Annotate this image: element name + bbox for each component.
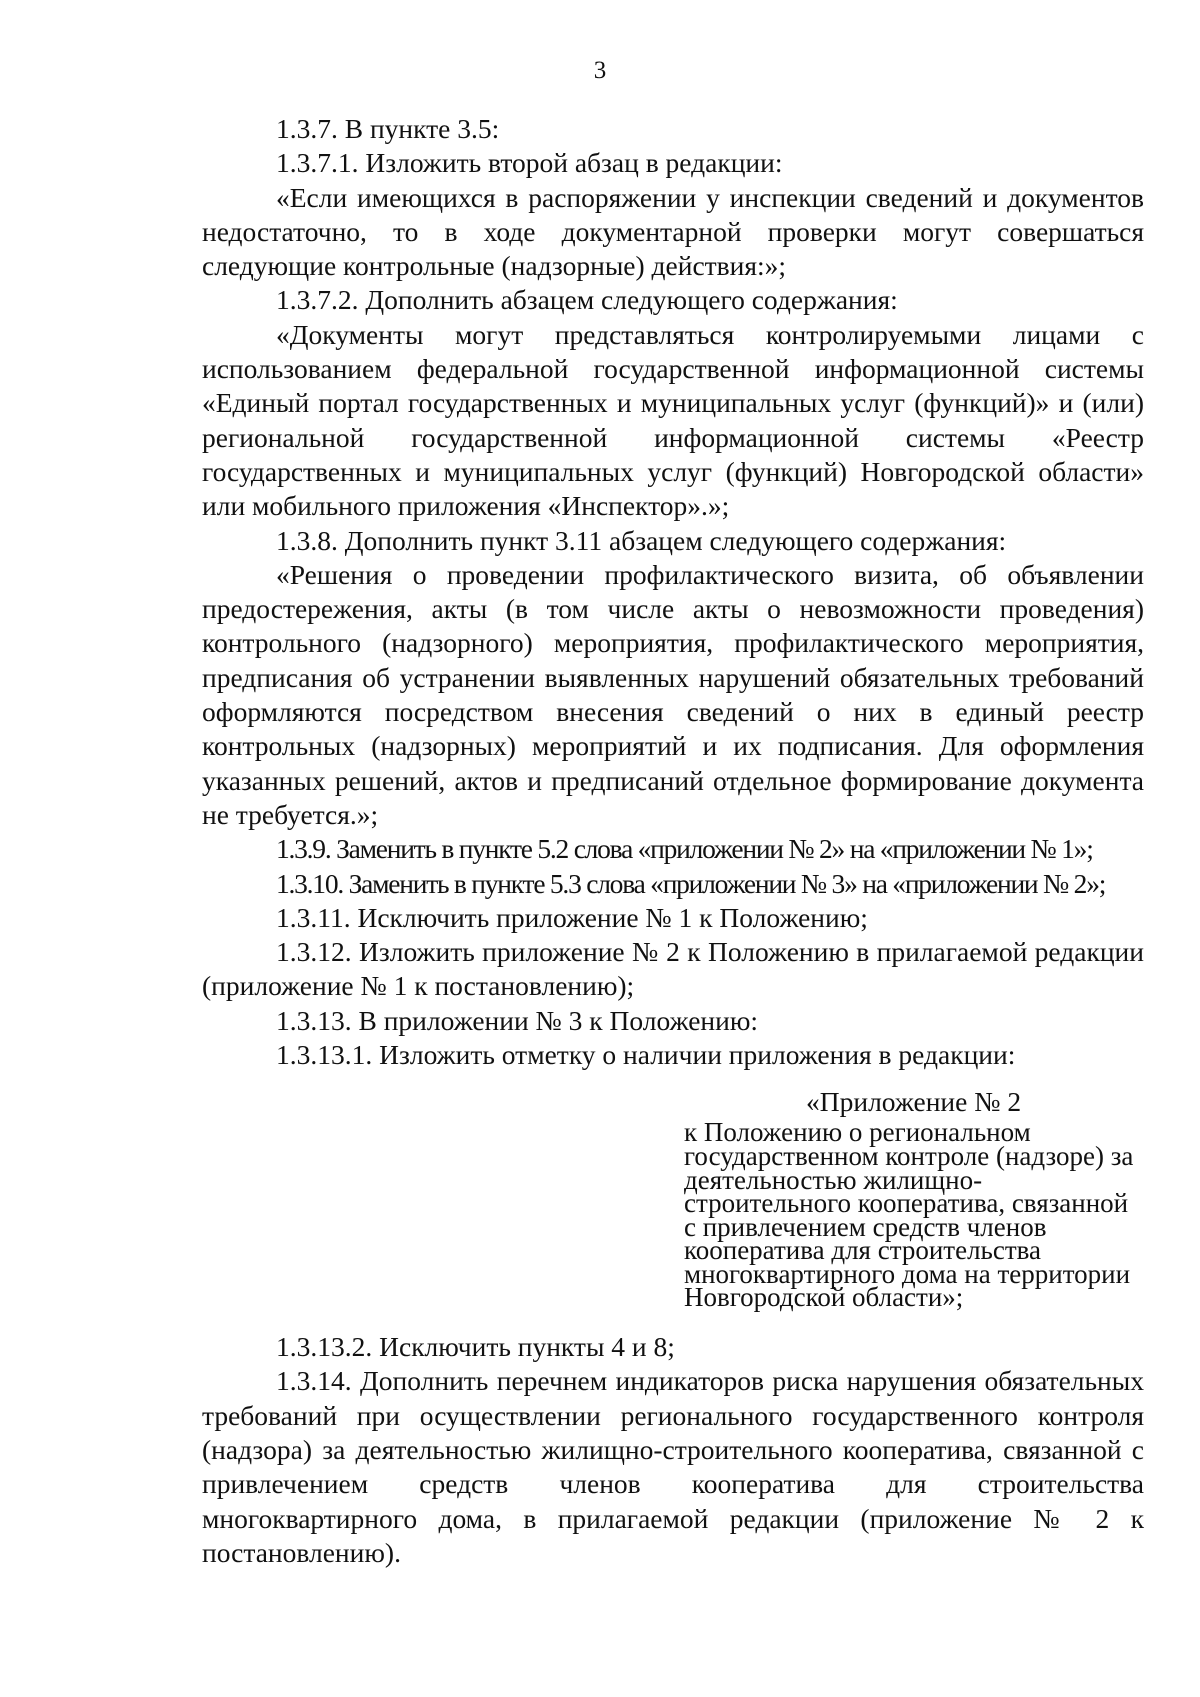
paragraph: 1.3.13. В приложении № 3 к Положению: [276, 1004, 759, 1036]
paragraph: 1.3.7.1. Изложить второй абзац в редакции: [276, 147, 783, 179]
paragraph: «Если имеющихся в распоряжении у инспекции сведений и документов недостаточно, то в ходе документарной проверки могут совершаться следующие контрольные (надзорные) действия:»; [202, 181, 1144, 282]
paragraph: 1.3.7.2. Дополнить абзацем следующего содержания: [276, 284, 898, 316]
document-body [202, 112, 1144, 1570]
attachment-text: к Положению о региональном государственном контроле (надзоре) за деятельностью жилищно-строительного кооператива, связанной с привлечением средств членов кооператива для строительства многоквартирного дома на территории Новгородской области»; [684, 1117, 1134, 1313]
paragraph: 1.3.9. Заменить в пункте 5.2 слова «приложении № 2» на «приложении № 1»; [276, 833, 1093, 865]
attachment-title: «Приложение № 2 [806, 1086, 1022, 1118]
paragraph: 1.3.7. В пункте 3.5: [276, 113, 500, 144]
paragraph: 1.3.12. Изложить приложение № 2 к Положению в прилагаемой редакции (приложение № 1 к постановлению); [202, 936, 1144, 1002]
paragraph: 1.3.13.2. Исключить пункты 4 и 8; [276, 1331, 675, 1363]
paragraph: 1.3.11. Исключить приложение № 1 к Положению; [276, 901, 868, 933]
paragraph: «Решения о проведении профилактического визита, об объявлении предостережения, акты (в том числе акты о невозможности проведения) контрольного (надзорного) мероприятия, профилактического мероприятия, предписания об устранении выявленных нарушений обязательных требований оформляются посредством внесения сведений о них в единый реестр контрольных (надзорных) мероприятий и их подписания. Для оформления указанных решений, актов и предписаний отдельное формирование документа не требуется.»; [202, 558, 1144, 830]
spacer [202, 1310, 1144, 1330]
paragraph: «Документы могут представляться контролируемыми лицами с использованием федеральной государственной информационной системы «Единый портал государственных и муниципальных услуг (функций)» и (или) региональной государственной информационной системы «Реестр государственных и муниципальных услуг (функций) Новгородской области» или мобильного приложения «Инспектор».»; [202, 318, 1144, 522]
paragraph: 1.3.13.1. Изложить отметку о наличии приложения в редакции: [276, 1039, 1016, 1071]
paragraph: 1.3.14. Дополнить перечнем индикаторов риска нарушения обязательных требований при осуществлении регионального государственного контроля (надзора) за деятельностью жилищно-строительного кооператива, связанной с привлечением средств членов кооператива для строительства многоквартирного дома, в прилагаемой редакции (приложение № 2 к постановлению). [202, 1365, 1144, 1568]
paragraph: 1.3.10. Заменить в пункте 5.3 слова «приложении № 3» на «приложении № 2»; [276, 867, 1106, 899]
paragraph: 1.3.8. Дополнить пункт 3.11 абзацем следующего содержания: [276, 524, 1007, 556]
page-number: 3 [593, 57, 607, 84]
